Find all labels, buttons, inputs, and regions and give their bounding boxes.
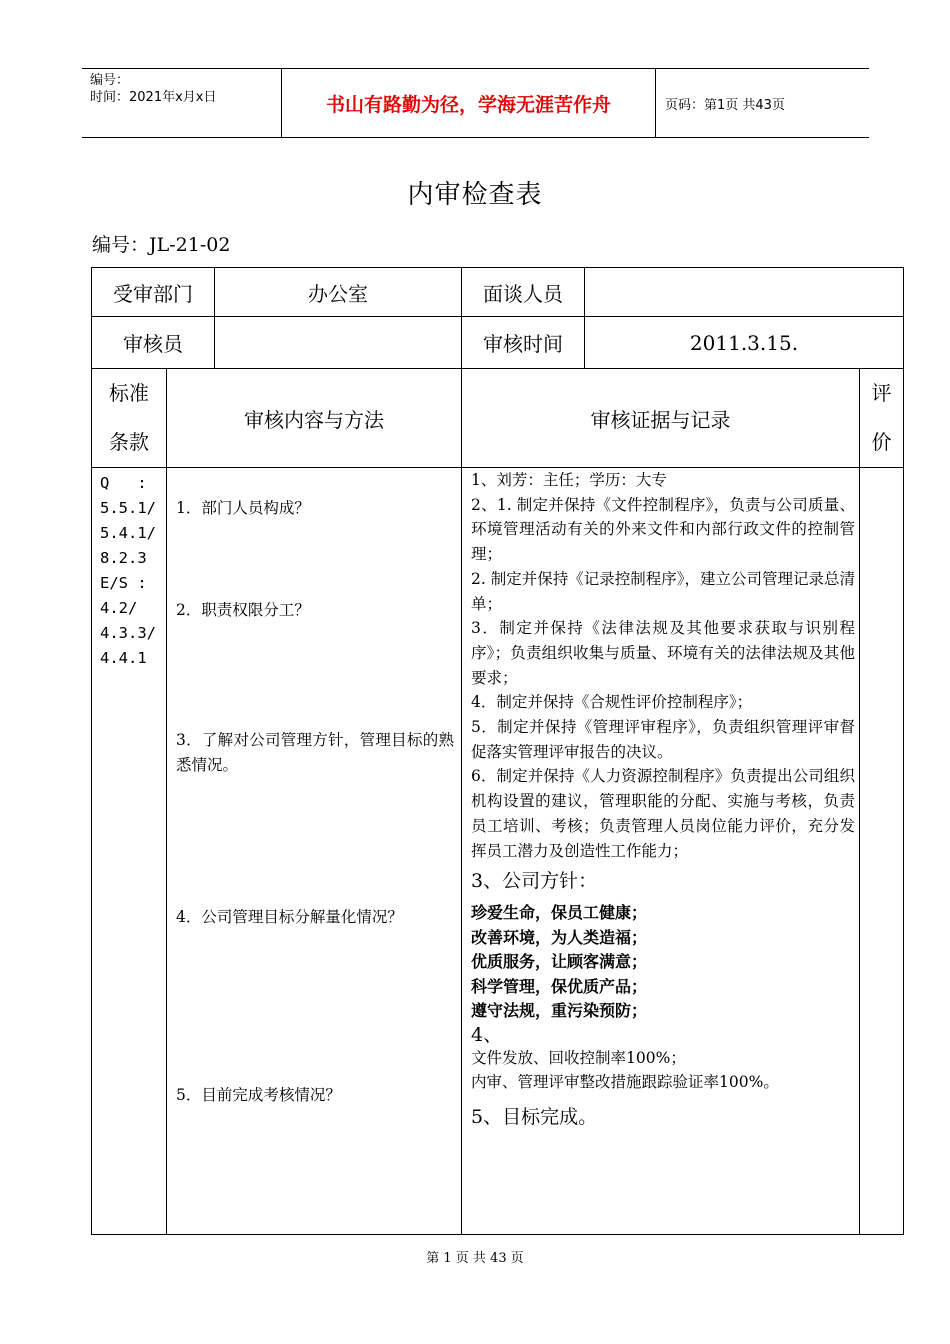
clause-header-line1: 标准 bbox=[109, 381, 149, 405]
policy-line: 优质服务，让顾客满意； bbox=[471, 952, 648, 972]
audit-time-value: 2011.3.15. bbox=[584, 316, 904, 369]
policy-line: 遵守法规，重污染预防； bbox=[471, 1001, 648, 1021]
evaluation-header bbox=[859, 368, 904, 468]
header-meta bbox=[82, 69, 281, 137]
policy-line: 珍爱生命，保员工健康； bbox=[471, 903, 648, 923]
evidence-2-4: 4．制定并保持《合规性评价控制程序》； bbox=[471, 693, 753, 712]
policy-line: 科学管理，保优质产品； bbox=[471, 976, 648, 996]
interviewee-value bbox=[584, 267, 904, 317]
evidence-header: 审核证据与记录 bbox=[461, 368, 860, 468]
header-motto: 书山有路勤为径，学海无涯苦作舟 bbox=[281, 69, 656, 137]
clause-line: Q : bbox=[100, 474, 147, 492]
evidence-2-1: 2、1. 制定并保持《文件控制程序》，负责与公司质量、环境管理活动有关的外来文件和内部行政文件的控制管理； bbox=[471, 495, 855, 564]
header-page-info: 页码：第1页 共43页 bbox=[665, 97, 785, 113]
evaluation-header-line2: 价 bbox=[871, 430, 892, 454]
clause-line: 8.2.3 bbox=[100, 549, 147, 567]
clause-line: E/S : bbox=[100, 574, 147, 592]
clause-header-line2: 条款 bbox=[109, 430, 149, 454]
document-number: 编号：JL-21-02 bbox=[92, 234, 231, 256]
interviewee-label: 面谈人员 bbox=[461, 267, 585, 317]
evidence-4-1: 文件发放、回收控制率100%； bbox=[471, 1048, 686, 1067]
evidence-2-6: 6．制定并保持《人力资源控制程序》负责提出公司组织机构设置的建议，管理职能的分配、实施与考核，负责员工培训、考核；负责管理人员岗位能力评价，充分发挥员工潜力及创造性工作能力； bbox=[471, 767, 855, 860]
audit-item-2: 2．职责权限分工？ bbox=[176, 601, 310, 619]
audit-time-label: 审核时间 bbox=[461, 316, 585, 369]
clause-header bbox=[91, 368, 167, 468]
evidence-4-title: 4、 bbox=[471, 1023, 503, 1046]
dept-value: 办公室 bbox=[214, 267, 462, 317]
evaluation-cell bbox=[859, 467, 904, 1235]
auditor-value bbox=[214, 316, 462, 369]
evaluation-header-line1: 评 bbox=[871, 381, 892, 405]
method-cell bbox=[166, 467, 462, 1235]
evidence-4-2: 内审、管理评审整改措施跟踪验证率100%。 bbox=[471, 1073, 779, 1092]
evidence-2-3: 3．制定并保持《法律法规及其他要求获取与识别程序》；负责组织收集与质量、环境有关的法律法规及其他要求； bbox=[471, 619, 855, 687]
clause-line: 4.4.1 bbox=[100, 649, 147, 667]
clause-list bbox=[100, 471, 164, 671]
audit-item-1: 1．部门人员构成？ bbox=[176, 499, 310, 517]
auditor-label: 审核员 bbox=[91, 316, 215, 369]
audit-item-3: 3．了解对公司管理方针，管理目标的熟悉情况。 bbox=[176, 731, 454, 774]
page-footer: 第 1 页 共 43 页 bbox=[426, 1251, 524, 1266]
page-header bbox=[82, 68, 869, 138]
evidence-3-title: 3、公司方针： bbox=[471, 870, 598, 893]
audit-item-5: 5．目前完成考核情况？ bbox=[176, 1086, 341, 1104]
clause-line: 5.5.1/ bbox=[100, 499, 156, 517]
dept-label: 受审部门 bbox=[91, 267, 215, 317]
clause-line: 4.3.3/ bbox=[100, 624, 156, 642]
method-header: 审核内容与方法 bbox=[166, 368, 462, 468]
evidence-5: 5、目标完成。 bbox=[471, 1106, 598, 1129]
clause-line: 4.2/ bbox=[100, 599, 138, 617]
document-title: 内审检查表 bbox=[407, 180, 543, 210]
header-time: 时间：2021年x月x日 bbox=[90, 90, 217, 105]
policy-line: 改善环境，为人类造福； bbox=[471, 927, 648, 947]
audit-item-4: 4．公司管理目标分解量化情况？ bbox=[176, 908, 403, 926]
evidence-text bbox=[471, 468, 855, 1131]
evidence-2-2: 2. 制定并保持《记录控制程序》，建立公司管理记录总清单； bbox=[471, 569, 855, 613]
evidence-2-5: 5．制定并保持《管理评审程序》，负责组织管理评审督促落实管理评审报告的决议。 bbox=[471, 718, 855, 761]
evidence-1: 1、刘芳：主任；学历：大专 bbox=[471, 471, 667, 489]
header-number-label: 编号： bbox=[90, 73, 130, 88]
clause-line: 5.4.1/ bbox=[100, 524, 156, 542]
